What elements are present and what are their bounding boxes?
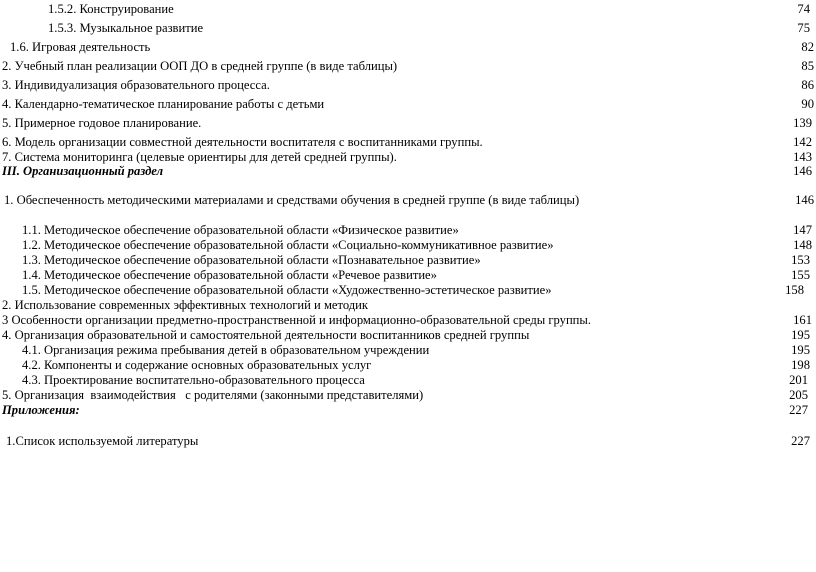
toc-entry-title: 4. Календарно-тематическое планирование работы с детьми	[2, 97, 325, 111]
toc-entry-title: 3. Индивидуализация образовательного процесса.	[2, 78, 270, 92]
toc-entry-page: 90	[801, 97, 814, 111]
toc-entry-title: 1.4. Методическое обеспечение образовательной области «Речевое развитие»	[22, 268, 437, 282]
toc-entry-title: 1.6. Игровая деятельность	[10, 40, 151, 54]
toc-entry-title: 4. Организация образовательной и самостоятельной деятельности воспитанников средней группы	[2, 328, 530, 342]
toc-entry-page: 142	[793, 135, 812, 149]
toc-entry-title: 6. Модель организации совместной деятельности воспитателя с воспитанниками группы.	[2, 135, 483, 149]
toc-entry-title: 1.Список используемой литературы	[6, 434, 199, 448]
toc-entry-page: 74	[797, 2, 810, 16]
toc-entry-title: 1.5.2. Конструирование	[48, 2, 174, 16]
toc-entry-page: 205	[789, 388, 808, 402]
toc-entry-title: 7. Система мониторинга (целевые ориентиры для детей средней группы).	[2, 150, 397, 164]
toc-entry-title: 1.5. Методическое обеспечение образовательной области «Художественно-эстетическое развитие»	[22, 283, 552, 297]
toc-entry-title: 4.3. Проектирование воспитательно-образовательного процесса	[22, 373, 365, 387]
toc-entry-page: 143	[793, 150, 812, 164]
toc-entry-page: 195	[791, 328, 810, 342]
toc-entry-title: 4.1. Организация режима пребывания детей в образовательном учреждении	[22, 343, 430, 357]
toc-entry-page: 227	[789, 403, 808, 417]
toc-entry-title: III. Организационный раздел	[2, 164, 164, 178]
toc-entry-title: 1.2. Методическое обеспечение образовательной области «Социально-коммуникативное развитие»	[22, 238, 554, 252]
toc-entry-page: 86	[801, 78, 814, 92]
toc-entry-page: 85	[801, 59, 814, 73]
toc-entry-title: 2. Учебный план реализации ООП ДО в средней группе (в виде таблицы)	[2, 59, 398, 73]
toc-entry-page: 201	[789, 373, 808, 387]
toc-entry-page: 198	[791, 358, 810, 372]
toc-entry-title: 1.3. Методическое обеспечение образовательной области «Познавательное развитие»	[22, 253, 481, 267]
toc-entry-title: 3 Особенности организации предметно-пространственной и информационно-образовательной среды группы.	[2, 313, 592, 327]
toc-entry-page: 75	[797, 21, 810, 35]
toc-entry-title: 4.2. Компоненты и содержание основных образовательных услуг	[22, 358, 372, 372]
toc-entry-page: 161	[793, 313, 812, 327]
toc-entry-page: 146	[793, 164, 812, 178]
toc-entry-page: 153	[791, 253, 810, 267]
toc-entry-title: 1. Обеспеченность методическими материалами и средствами обучения в средней группе (в виде таблицы)	[4, 193, 580, 207]
toc-entry-page: 155	[791, 268, 810, 282]
toc-entry-page: 146	[795, 193, 814, 207]
toc-entry-title: 5. Примерное годовое планирование.	[2, 116, 202, 130]
toc-entry-title: Приложения:	[2, 403, 80, 417]
toc-entry-page: 227	[791, 434, 810, 448]
toc-entry-title: 1.5.3. Музыкальное развитие	[48, 21, 204, 35]
toc-entry-title: 2. Использование современных эффективных технологий и методик	[2, 298, 369, 312]
toc-entry-page: 195	[791, 343, 810, 357]
toc-entry-page: 158	[785, 283, 804, 297]
toc-entry-page: 148	[793, 238, 812, 252]
toc-entry-page: 139	[793, 116, 812, 130]
toc-entry-page: 82	[801, 40, 814, 54]
toc-entry-title: 1.1. Методическое обеспечение образовательной области «Физическое развитие»	[22, 223, 459, 237]
toc-entry-title: 5. Организация взаимодействия с родителями (законными представителями)	[2, 388, 424, 402]
toc-entry-page: 147	[793, 223, 812, 237]
